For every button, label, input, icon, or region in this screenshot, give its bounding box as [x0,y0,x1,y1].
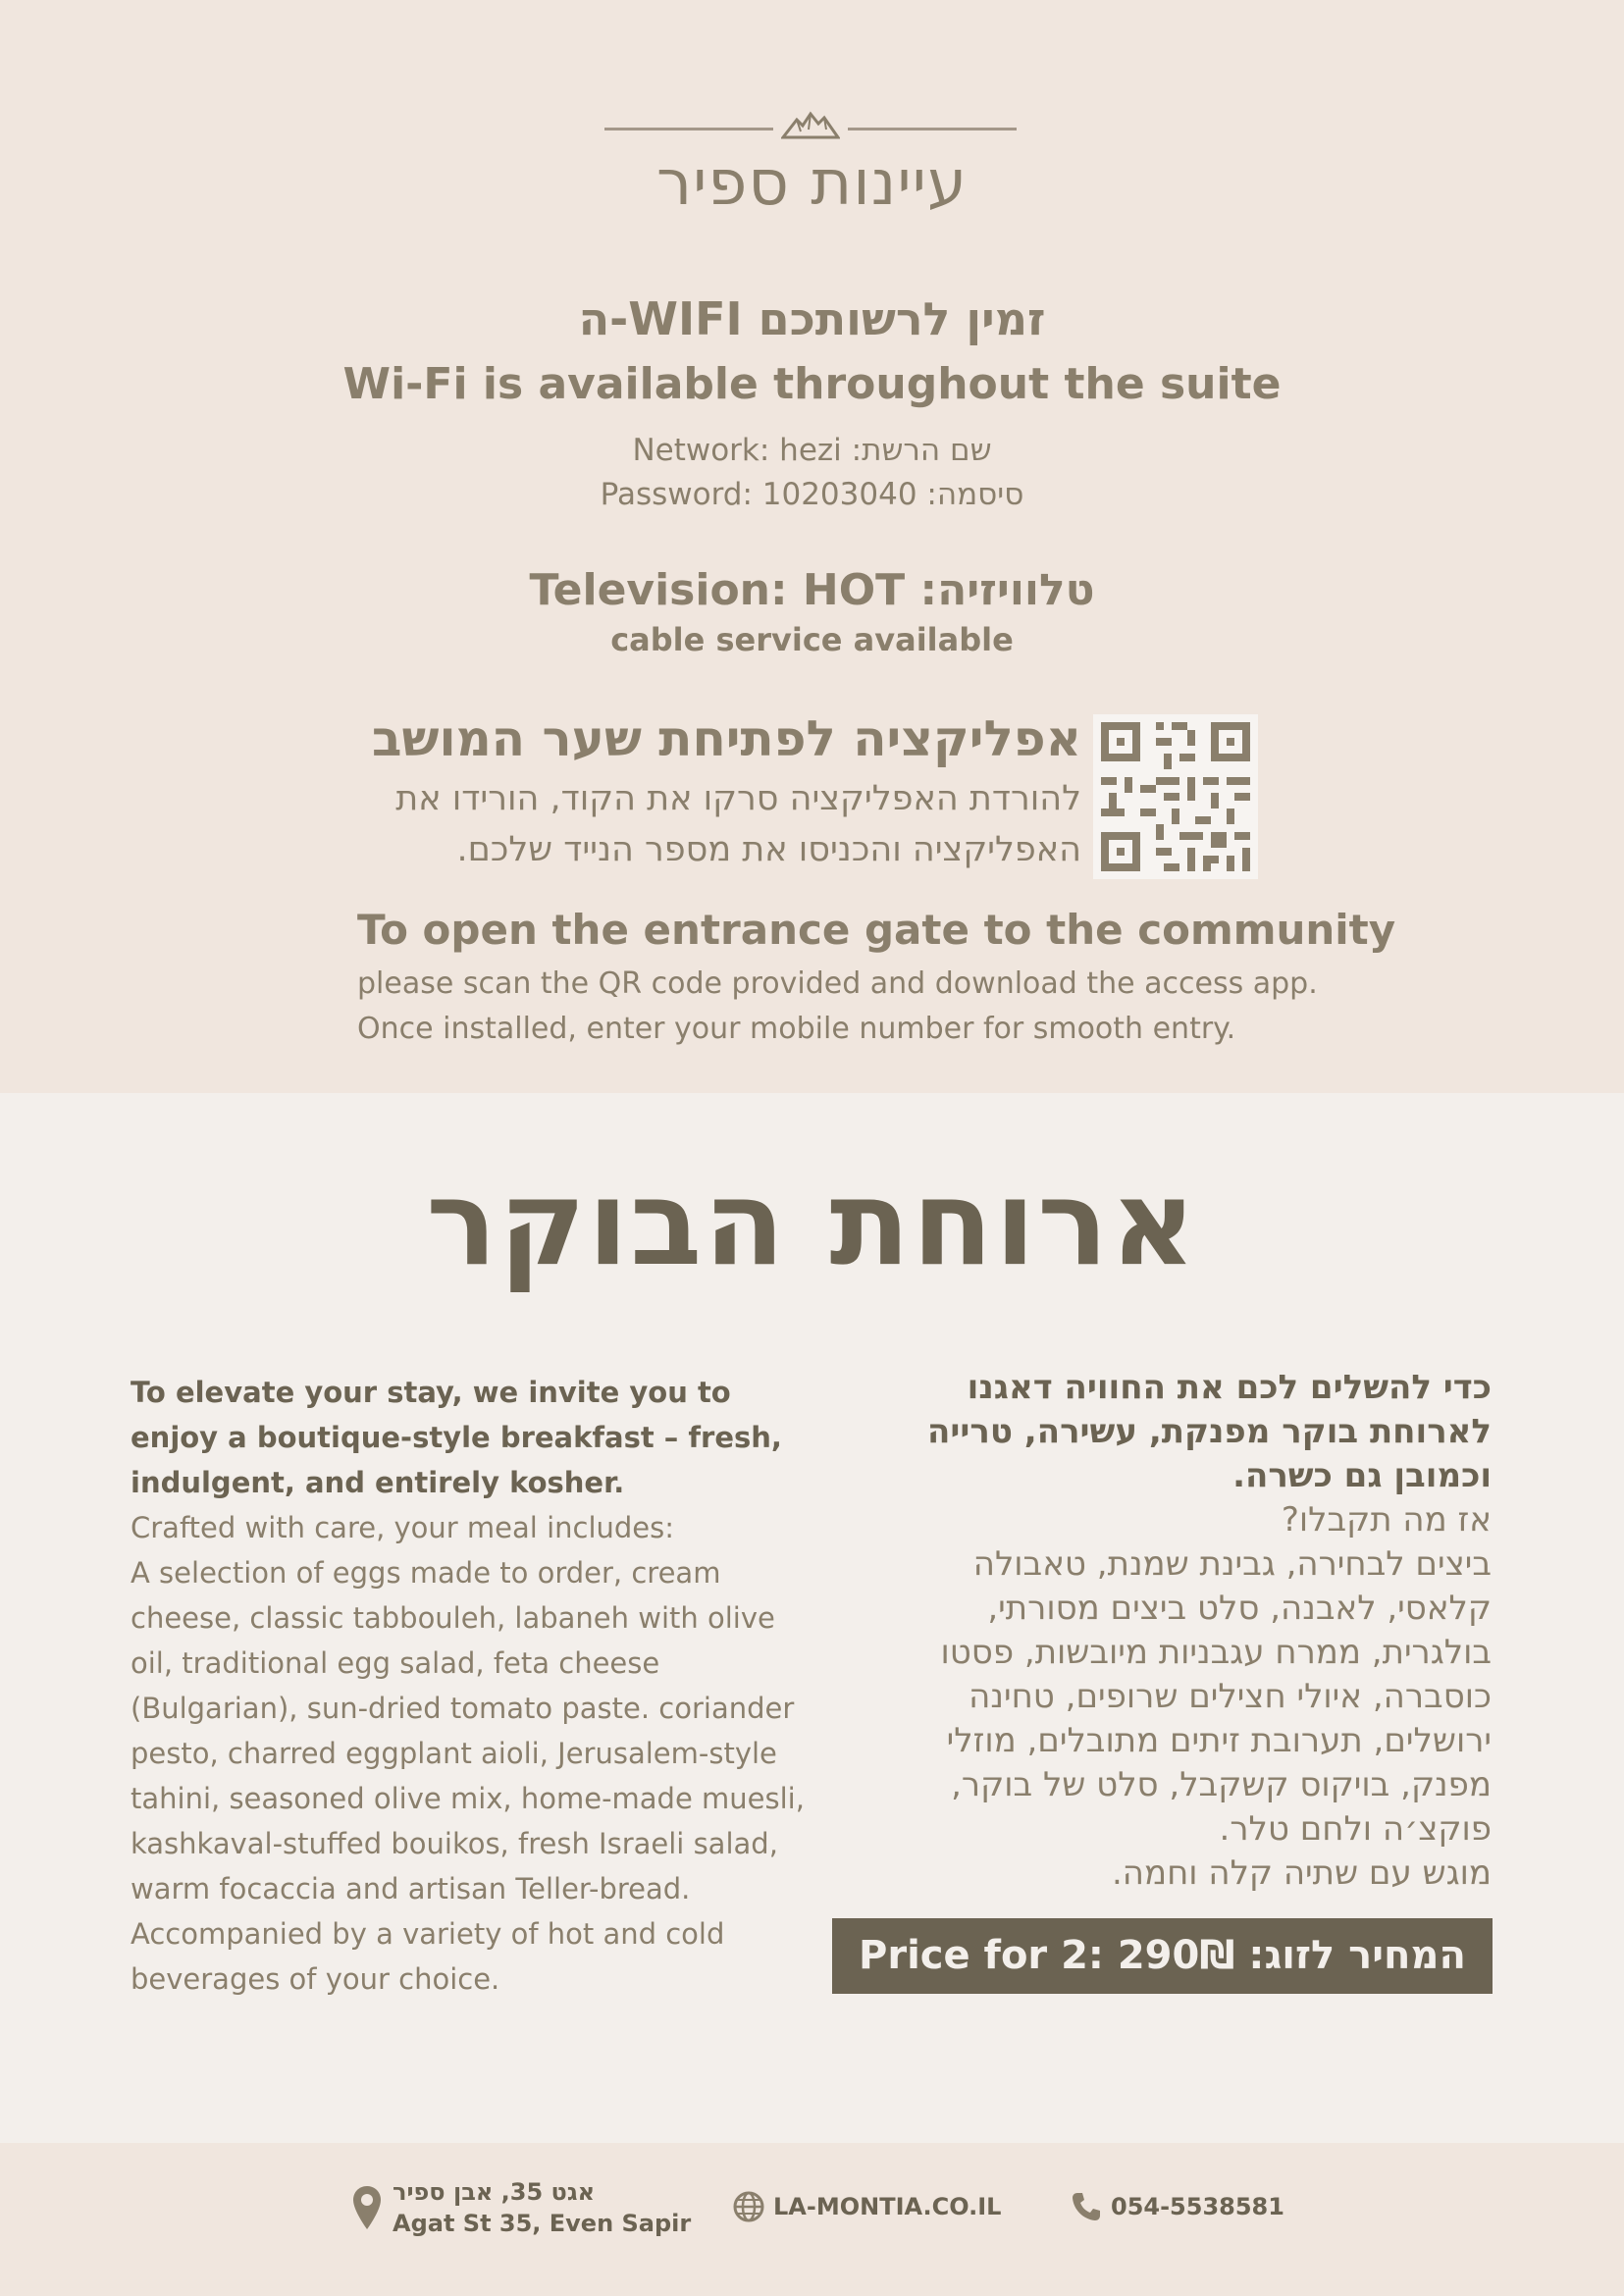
wifi-password: Password: 10203040 :סיסמה [600,477,1024,512]
tv-title: Television: HOT :טלוויזיה [529,565,1095,615]
brand-title: עיינות ספיר [655,147,969,220]
wifi-title-en: Wi-Fi is available throughout the suite [342,359,1282,409]
address-he: אגט 35, אבן ספיר [393,2178,596,2206]
address-en: Agat St 35, Even Sapir [393,2210,692,2237]
gate-title-en: To open the entrance gate to the community [357,906,1396,954]
breakfast-outro-he: מוגש עם שתיה קלה וחמה. [1111,1853,1492,1893]
mountain-icon [781,108,840,141]
map-pin-icon [351,2184,383,2231]
wifi-title-he: ה-WIFI זמין לרשותכם [578,292,1046,345]
website-link[interactable]: LA-MONTIA.CO.IL [773,2193,1002,2220]
phone-number[interactable]: 054-5538581 [1111,2193,1284,2220]
gate-body-en [357,962,1318,1052]
breakfast-outro-en: Accompanied by a variety of hot and cold beverages of your choice. [131,1917,725,1996]
breakfast-lead-en: To elevate your stay, we invite you to enjoy a boutique-style breakfast – fresh, indulgent, and entirely kosher. [131,1376,782,1499]
logo-line-left [604,128,773,130]
app-body-he: להורדת האפליקציה סרקו את הקוד, הורידו את האפליקציה והכניסו את מספר הנייד שלכם. [395,779,1081,869]
breakfast-title: ארוחת הבוקר [426,1156,1198,1292]
price-badge: Price for 2: 290₪ :המחיר לזוג [832,1918,1493,1994]
logo-line-right [848,128,1017,130]
phone-icon [1070,2190,1103,2223]
breakfast-items-en: A selection of eggs made to order, cream cheese, classic tabbouleh, labaneh with olive oil, traditional egg salad, feta cheese (Bulgarian), sun-dried tomato paste. coriander pesto, charred eggplant aioli, Jerusalem-style tahini, seasoned olive mix, home-made muesli, kashkaval-stuffed bouikos, fresh Israeli salad, warm focaccia and artisan Teller-bread. [131,1556,805,1905]
breakfast-lead-he: כדי להשלים לכם את החוויה דאגנו לארוחת בוקר מפנקת, עשירה, טרייה וכמובן גם כשרה. [927,1368,1492,1495]
breakfast-description-he [864,1366,1492,1896]
breakfast-intro-en: Crafted with care, your meal includes: [131,1511,675,1544]
qr-code-icon[interactable] [1093,714,1258,879]
breakfast-description-en [131,1370,817,2002]
gate-body-line2: Once installed, enter your mobile number for smooth entry. [357,1012,1236,1046]
wifi-network: Network: hezi :שם הרשת [632,433,992,468]
breakfast-items-he: ביצים לבחירה, גבינת שמנת, טאבולה קלאסי, לאבנה, סלט ביצים מסורתי, בולגרית, ממרח עגבניות מיובשות, פסטו כוסברה, איולי חצילים שרופים, טחינה ירושלים, תערובת זיתים מתובלים, מוזלי מפנק, בויקוס קשקבל, סלט של בוקר, פוקצ׳ה ולחם טלר. [940,1544,1492,1849]
gate-body-line1: please scan the QR code provided and download the access app. [357,966,1318,1001]
app-title-he: אפליקציה לפתיחת שער המושב [372,710,1081,767]
tv-subtitle: cable service available [610,621,1014,658]
globe-icon [732,2190,765,2223]
breakfast-question-he: אז מה תקבלו? [1281,1500,1492,1539]
